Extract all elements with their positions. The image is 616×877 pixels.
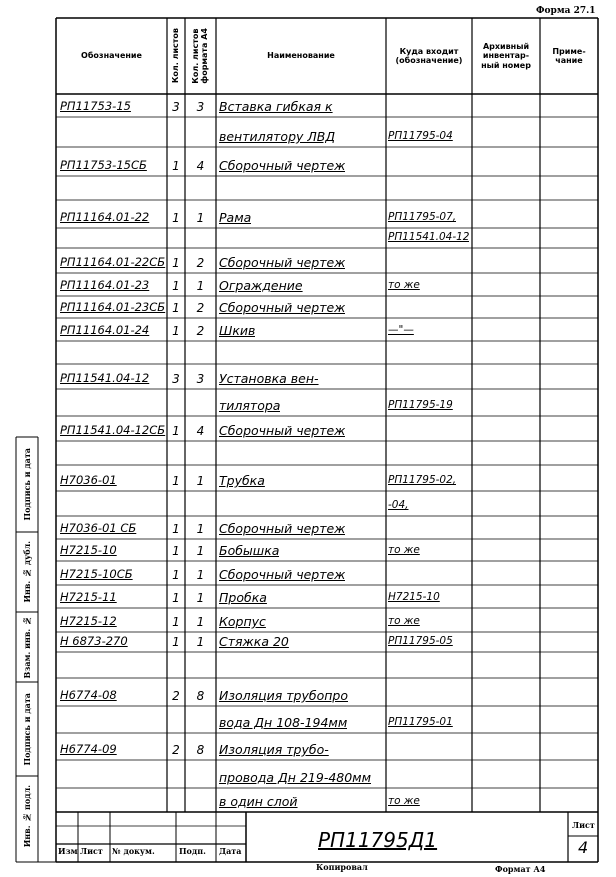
row-a4: 1	[196, 591, 205, 605]
row-designation: Н7215-11	[60, 590, 117, 604]
side-vzam-text: Взам. инв. №	[22, 615, 32, 679]
row-name: Изоляция трубо-	[219, 744, 329, 757]
row-name: тилятора	[219, 400, 281, 413]
row-sheets: 1	[172, 424, 180, 438]
side-label-vzam	[16, 612, 38, 682]
row-where: РП11795-01	[388, 717, 453, 728]
side-podpis-1-text: Подпись и дата	[22, 692, 32, 766]
row-a4: 1	[196, 474, 205, 488]
row-a4: 4	[196, 159, 205, 173]
row-name: Шкив	[219, 325, 256, 338]
row-a4: 3	[196, 372, 205, 386]
side-label-podpis-1	[16, 682, 38, 776]
row-name: Сборочный чертеж	[219, 569, 346, 582]
row-name: Рама	[219, 212, 252, 225]
tb-sheet-label: Лист	[572, 820, 595, 830]
row-designation: Н7036-01	[60, 473, 117, 487]
row-sheets: 1	[172, 544, 180, 558]
row-where: РП11795-02,	[388, 475, 457, 486]
row-where: РП11795-07,	[388, 212, 457, 223]
row-where: то же	[388, 545, 420, 556]
row-a4: 2	[196, 256, 205, 270]
row-name: Корпус	[219, 616, 266, 629]
row-sheets: 1	[172, 615, 180, 629]
row-name: Сборочный чертеж	[219, 425, 346, 438]
row-sheets: 3	[172, 100, 180, 114]
footer-format: Формат А4	[495, 864, 546, 874]
row-designation: РП11541.04-12СБ	[60, 423, 166, 437]
row-sheets: 1	[172, 279, 180, 293]
row-a4: 1	[196, 211, 205, 225]
row-a4: 8	[196, 689, 205, 703]
row-name: Изоляция трубопро	[219, 690, 349, 703]
row-where: то же	[388, 280, 420, 291]
row-name: Сборочный чертеж	[219, 257, 346, 270]
tb-data: Дата	[219, 846, 242, 856]
row-designation: РП11164.01-22СБ	[60, 255, 166, 269]
row-a4: 2	[196, 324, 205, 338]
row-sheets: 3	[172, 372, 180, 386]
row-name: Сборочный чертеж	[219, 523, 346, 536]
row-where: то же	[388, 616, 420, 627]
row-name: Пробка	[219, 592, 267, 605]
header-sheets-text: Кол. листов	[170, 28, 180, 84]
header-name: Наименование	[267, 51, 335, 61]
form-label: Форма 27.1	[536, 6, 596, 16]
header-a4-text: Кол. листов формата А4	[190, 28, 209, 84]
footer-copied: Копировал	[316, 862, 368, 872]
row-a4: 4	[196, 424, 205, 438]
row-where: РП11795-05	[388, 636, 453, 647]
tb-code: РП11795Д1	[318, 828, 438, 852]
row-where: РП11795-04	[388, 131, 453, 142]
row-where: РП11541.04-12	[388, 232, 470, 243]
row-designation: РП11164.01-23	[60, 278, 150, 292]
row-designation: Н7215-12	[60, 614, 117, 628]
row-where: РП11795-19	[388, 400, 453, 411]
header-a4	[185, 18, 216, 94]
row-a4: 1	[196, 635, 205, 649]
row-name: в один слой	[219, 796, 298, 809]
row-sheets: 1	[172, 159, 180, 173]
tb-doc: № докум.	[112, 846, 155, 856]
header-sheets	[167, 18, 185, 94]
row-sheets: 1	[172, 522, 180, 536]
row-a4: 1	[196, 279, 205, 293]
row-sheets: 1	[172, 256, 180, 270]
row-designation: Н6774-08	[60, 688, 117, 702]
row-where: —"—	[388, 325, 414, 336]
row-sheets: 1	[172, 474, 180, 488]
row-a4: 1	[196, 615, 205, 629]
row-designation: Н 6873-270	[60, 634, 128, 648]
row-sheets: 1	[172, 211, 180, 225]
side-inv-podl-text: Инв. № подл.	[22, 784, 32, 848]
row-sheets: 1	[172, 635, 180, 649]
row-sheets: 2	[172, 689, 180, 703]
tb-podp: Подп.	[179, 846, 206, 856]
header-note: Приме- чание	[552, 46, 586, 65]
row-where: то же	[388, 796, 420, 807]
side-label-podpis-2	[16, 437, 38, 532]
row-a4: 8	[196, 743, 205, 757]
row-name: Ограждение	[219, 280, 303, 293]
row-designation: Н6774-09	[60, 742, 117, 756]
row-sheets: 1	[172, 324, 180, 338]
row-a4: 1	[196, 522, 205, 536]
row-a4: 1	[196, 568, 205, 582]
row-designation: Н7036-01 СБ	[60, 521, 137, 535]
tb-list: Лист	[80, 846, 103, 856]
row-sheets: 1	[172, 568, 180, 582]
row-sheets: 1	[172, 301, 180, 315]
header-where: Куда входит (обозначение)	[395, 46, 463, 65]
row-designation: РП11753-15	[60, 99, 131, 113]
row-name: Сборочный чертеж	[219, 302, 346, 315]
row-designation: РП11753-15СБ	[60, 158, 147, 172]
row-sheets: 2	[172, 743, 180, 757]
header-designation: Обозначение	[81, 51, 142, 61]
row-name: Бобышка	[219, 545, 280, 558]
row-name: Вставка гибкая к	[219, 101, 333, 114]
row-name: Сборочный чертеж	[219, 160, 346, 173]
row-designation: РП11164.01-24	[60, 323, 150, 337]
row-a4: 2	[196, 301, 205, 315]
row-designation: РП11164.01-22	[60, 210, 150, 224]
side-podpis-2-text: Подпись и дата	[22, 448, 32, 521]
row-a4: 1	[196, 544, 205, 558]
row-designation: РП11541.04-12	[60, 371, 150, 385]
side-label-inv-podl	[16, 776, 38, 856]
row-designation: Н7215-10СБ	[60, 567, 133, 581]
row-designation: РП11164.01-23СБ	[60, 300, 166, 314]
row-designation: Н7215-10	[60, 543, 117, 557]
row-name: вентилятору ЛВД	[219, 131, 336, 144]
row-sheets: 1	[172, 591, 180, 605]
side-inv-dubl-text: Инв. № дубл.	[22, 541, 32, 603]
row-name: Установка вен-	[219, 373, 319, 386]
tb-sheet-no: 4	[578, 838, 589, 857]
row-name: вода Дн 108-194мм	[219, 717, 348, 730]
row-a4: 3	[196, 100, 205, 114]
row-name: Трубка	[219, 475, 265, 488]
row-where: -04,	[388, 500, 409, 511]
row-name: провода Дн 219-480мм	[219, 772, 372, 785]
side-label-inv-dubl	[16, 532, 38, 612]
row-where: Н7215-10	[388, 592, 440, 603]
header-archive: Архивный инвентар- ный номер	[481, 42, 531, 70]
row-name: Стяжка 20	[219, 636, 289, 649]
tb-izm: Изм	[58, 846, 78, 856]
